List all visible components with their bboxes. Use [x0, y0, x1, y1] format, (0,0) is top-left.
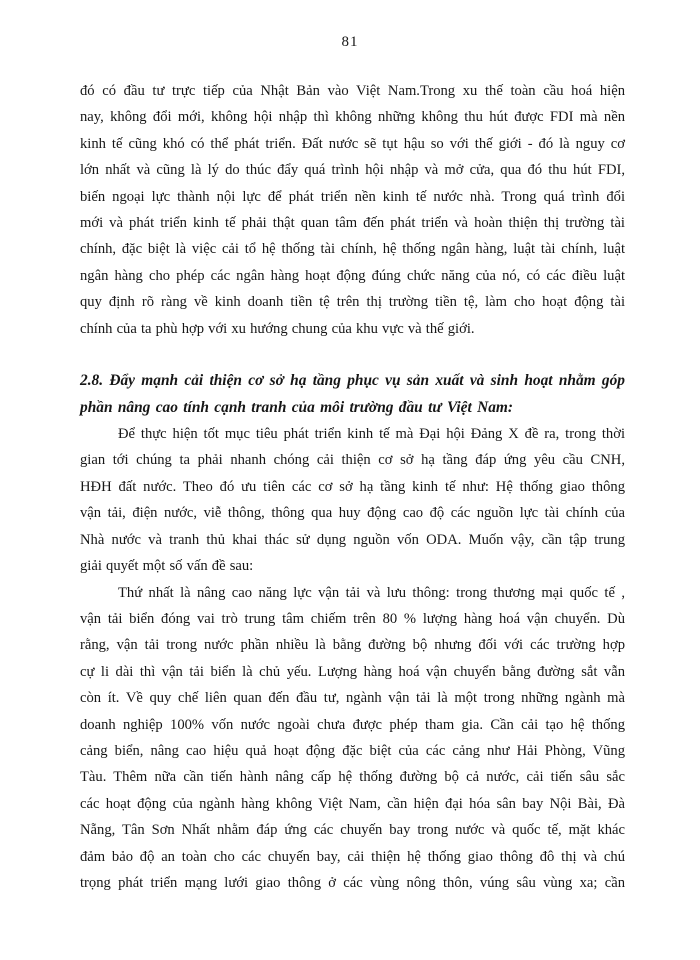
text-line: cảng biển, nâng cao hiệu quả hoạt động đặc biệt của các cảng như Hải Phòng, Vũng [80, 742, 625, 759]
text-line: mới và phát triển kinh tế phải thật quan tâm đến phát triển và hoàn thiện thị trường tài [80, 215, 625, 232]
section-heading [80, 367, 625, 421]
text-line: HĐH đất nước. Theo đó ưu tiên các cơ sở hạ tầng kinh tế như: Hệ thống giao thông [80, 478, 625, 495]
text-line: kinh tế cũng khó có thể phát triển. Đất nước sẽ tụt hậu so với thế giới - đó là nguy cơ [80, 135, 625, 152]
paragraph [80, 78, 625, 342]
text-line: Nhà nước và tranh thủ khai thác sử dụng nguồn vốn ODA. Muốn vậy, cần tập trung [80, 531, 625, 548]
text-line: còn ít. Về quy chế liên quan đến đầu tư, ngành vận tải là một trong những ngành mà [80, 690, 625, 707]
text-line: Thứ nhất là nâng cao năng lực vận tải và lưu thông: trong thương mại quốc tế , [118, 584, 625, 601]
text-line: đảm bảo độ an toàn cho các chuyến bay, cải thiện hệ thống giao thông đô thị và chú [80, 848, 625, 865]
text-line: Tàu. Thêm nữa cần tiến hành nâng cấp hệ thống đường bộ cả nước, cải tiến sâu sắc [80, 769, 625, 786]
paragraph [80, 580, 625, 897]
text-line: 2.8. Đẩy mạnh cải thiện cơ sở hạ tầng phục vụ sản xuất và sinh hoạt nhằm góp [80, 372, 625, 390]
text-line: các hoạt động của ngành hàng không Việt Nam, cần hiện đại hóa sân bay Nội Bài, Đà [80, 795, 625, 812]
text-line: quy định rõ ràng về kinh doanh tiền tệ trên thị trường tiền tệ, làm cho hoạt động tài [80, 294, 625, 311]
text-line: chính của ta phù hợp với xu hướng chung của khu vực và thế giới. [80, 320, 475, 337]
document-body [80, 78, 625, 896]
text-line: vận tải biển đóng vai trò trung tâm chiếm trên 80 % lượng hàng hoá vận chuyển. Dù [80, 610, 625, 627]
text-line: ngân hàng cho phép các ngân hàng hoạt động đúng chức năng của nó, có các điều luật [80, 267, 625, 284]
text-line: phần nâng cao tính cạnh tranh của môi trường đầu tư Việt Nam: [80, 399, 513, 417]
paragraph [80, 421, 625, 579]
text-line: gian tới chúng ta phải nhanh chóng cải thiện cơ sở hạ tầng đáp ứng yêu cầu CNH, [80, 452, 625, 469]
text-line: lớn nhất và cũng là lý do thúc đẩy quá trình hội nhập và mở cửa, qua đó thu hút FDI, [80, 162, 625, 179]
text-line: biến ngoại lực thành nội lực để phát triển nền kinh tế nước nhà. Trong quá trình đổi [80, 188, 625, 205]
text-line: Nẵng, Tân Sơn Nhất nhằm đáp ứng các chuyến bay trong nước và quốc tế, mặt khác [80, 822, 625, 839]
text-line: giải quyết một số vấn đề sau: [80, 558, 254, 575]
text-line: nay, không đổi mới, không hội nhập thì không những không thu hút được FDI mà nền [80, 109, 625, 126]
text-line: doanh nghiệp 100% vốn nước ngoài chưa được phép tham gia. Cần cải tạo hệ thống [80, 716, 625, 733]
text-line: Để thực hiện tốt mục tiêu phát triển kinh tế mà Đại hội Đảng X đề ra, trong thời [118, 426, 625, 443]
text-line: trọng phát triển mạng lưới giao thông ở các vùng nông thôn, vúng sâu vùng xa; cần [80, 874, 625, 891]
text-line: vận tải, điện nước, viễ thông, thông qua huy động cao độ các nguồn lực tài chính của [80, 505, 625, 522]
text-line: đó có đầu tư trực tiếp của Nhật Bản vào Việt Nam.Trong xu thế toàn cầu hoá hiện [80, 83, 625, 99]
text-line: rằng, vận tải trong nước phần nhiều là bằng đường bộ nhưng đối với các trường hợp [80, 637, 625, 654]
text-line: chính, đặc biệt là việc cải tổ hệ thống tài chính, hệ thống ngân hàng, luật tài chính, luật [80, 241, 625, 258]
page-number: 81 [341, 34, 359, 50]
text-line: cự li dài thì vận tải biển là chủ yếu. Lượng hàng hoá vận chuyển bằng đường sắt vẫn [80, 663, 625, 680]
